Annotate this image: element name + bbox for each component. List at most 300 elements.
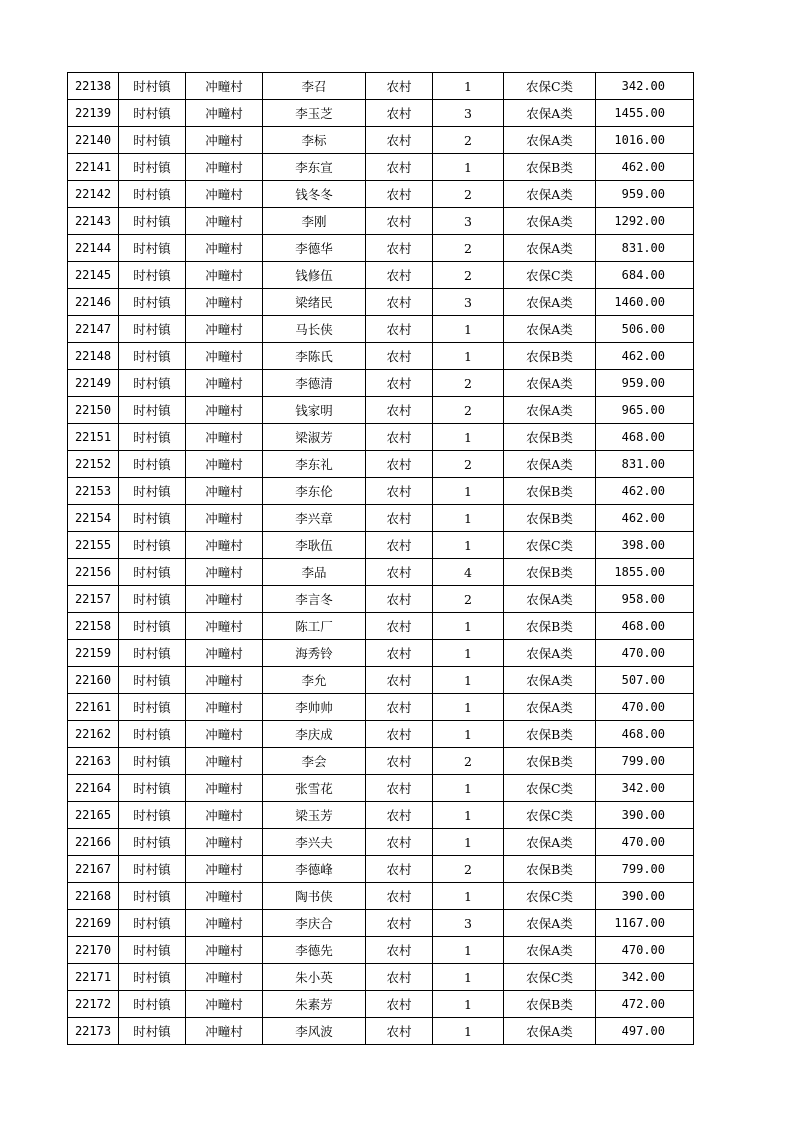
table-row <box>68 262 694 289</box>
amount-cell: 965.00 <box>596 397 694 424</box>
category-cell: 农保A类 <box>504 100 596 127</box>
village-cell: 冲疃村 <box>186 667 263 694</box>
town-cell: 时村镇 <box>119 802 186 829</box>
village-cell: 冲疃村 <box>186 775 263 802</box>
table-row <box>68 370 694 397</box>
village-cell: 冲疃村 <box>186 937 263 964</box>
amount-cell: 462.00 <box>596 505 694 532</box>
category-cell: 农保B类 <box>504 343 596 370</box>
household-size-cell: 3 <box>433 289 504 316</box>
household-size-cell: 1 <box>433 505 504 532</box>
table-row <box>68 181 694 208</box>
village-cell: 冲疃村 <box>186 154 263 181</box>
table-row <box>68 586 694 613</box>
village-cell: 冲疃村 <box>186 208 263 235</box>
category-cell: 农保C类 <box>504 532 596 559</box>
record-id-cell: 22172 <box>68 991 119 1018</box>
amount-cell: 959.00 <box>596 370 694 397</box>
village-cell: 冲疃村 <box>186 505 263 532</box>
category-cell: 农保A类 <box>504 640 596 667</box>
town-cell: 时村镇 <box>119 856 186 883</box>
table-row <box>68 829 694 856</box>
category-cell: 农保A类 <box>504 235 596 262</box>
amount-cell: 342.00 <box>596 775 694 802</box>
name-cell: 李兴夫 <box>263 829 366 856</box>
name-cell: 陶书侠 <box>263 883 366 910</box>
household-size-cell: 1 <box>433 640 504 667</box>
category-cell: 农保C类 <box>504 883 596 910</box>
amount-cell: 390.00 <box>596 802 694 829</box>
table-row <box>68 802 694 829</box>
town-cell: 时村镇 <box>119 559 186 586</box>
village-cell: 冲疃村 <box>186 424 263 451</box>
table-row <box>68 424 694 451</box>
household-size-cell: 1 <box>433 937 504 964</box>
name-cell: 李德先 <box>263 937 366 964</box>
name-cell: 李刚 <box>263 208 366 235</box>
town-cell: 时村镇 <box>119 181 186 208</box>
name-cell: 李东礼 <box>263 451 366 478</box>
area-type-cell: 农村 <box>366 802 433 829</box>
amount-cell: 1167.00 <box>596 910 694 937</box>
name-cell: 钱家明 <box>263 397 366 424</box>
household-size-cell: 1 <box>433 343 504 370</box>
area-type-cell: 农村 <box>366 748 433 775</box>
table-row <box>68 505 694 532</box>
amount-cell: 1855.00 <box>596 559 694 586</box>
village-cell: 冲疃村 <box>186 559 263 586</box>
area-type-cell: 农村 <box>366 721 433 748</box>
village-cell: 冲疃村 <box>186 613 263 640</box>
household-size-cell: 3 <box>433 100 504 127</box>
household-size-cell: 1 <box>433 667 504 694</box>
town-cell: 时村镇 <box>119 640 186 667</box>
record-id-cell: 22163 <box>68 748 119 775</box>
amount-cell: 462.00 <box>596 154 694 181</box>
name-cell: 李言冬 <box>263 586 366 613</box>
village-cell: 冲疃村 <box>186 856 263 883</box>
amount-cell: 799.00 <box>596 856 694 883</box>
town-cell: 时村镇 <box>119 667 186 694</box>
town-cell: 时村镇 <box>119 829 186 856</box>
name-cell: 钱修伍 <box>263 262 366 289</box>
amount-cell: 342.00 <box>596 73 694 100</box>
category-cell: 农保C类 <box>504 802 596 829</box>
record-id-cell: 22170 <box>68 937 119 964</box>
category-cell: 农保C类 <box>504 73 596 100</box>
name-cell: 李德清 <box>263 370 366 397</box>
category-cell: 农保A类 <box>504 181 596 208</box>
amount-cell: 958.00 <box>596 586 694 613</box>
record-id-cell: 22165 <box>68 802 119 829</box>
household-size-cell: 2 <box>433 397 504 424</box>
household-size-cell: 1 <box>433 73 504 100</box>
village-cell: 冲疃村 <box>186 586 263 613</box>
name-cell: 陈工厂 <box>263 613 366 640</box>
area-type-cell: 农村 <box>366 100 433 127</box>
record-id-cell: 22150 <box>68 397 119 424</box>
area-type-cell: 农村 <box>366 775 433 802</box>
name-cell: 李玉芝 <box>263 100 366 127</box>
amount-cell: 398.00 <box>596 532 694 559</box>
household-size-cell: 3 <box>433 910 504 937</box>
record-id-cell: 22160 <box>68 667 119 694</box>
household-size-cell: 2 <box>433 370 504 397</box>
town-cell: 时村镇 <box>119 748 186 775</box>
amount-cell: 959.00 <box>596 181 694 208</box>
category-cell: 农保B类 <box>504 478 596 505</box>
household-size-cell: 2 <box>433 856 504 883</box>
category-cell: 农保A类 <box>504 289 596 316</box>
table-row <box>68 937 694 964</box>
village-cell: 冲疃村 <box>186 181 263 208</box>
town-cell: 时村镇 <box>119 424 186 451</box>
town-cell: 时村镇 <box>119 316 186 343</box>
category-cell: 农保A类 <box>504 586 596 613</box>
town-cell: 时村镇 <box>119 586 186 613</box>
household-size-cell: 2 <box>433 262 504 289</box>
category-cell: 农保C类 <box>504 964 596 991</box>
record-id-cell: 22164 <box>68 775 119 802</box>
village-cell: 冲疃村 <box>186 802 263 829</box>
name-cell: 李召 <box>263 73 366 100</box>
table-row <box>68 73 694 100</box>
record-id-cell: 22147 <box>68 316 119 343</box>
town-cell: 时村镇 <box>119 883 186 910</box>
household-size-cell: 1 <box>433 532 504 559</box>
name-cell: 李东伦 <box>263 478 366 505</box>
record-id-cell: 22145 <box>68 262 119 289</box>
village-cell: 冲疃村 <box>186 262 263 289</box>
household-size-cell: 1 <box>433 883 504 910</box>
town-cell: 时村镇 <box>119 694 186 721</box>
table-row <box>68 883 694 910</box>
amount-cell: 1455.00 <box>596 100 694 127</box>
town-cell: 时村镇 <box>119 208 186 235</box>
town-cell: 时村镇 <box>119 451 186 478</box>
area-type-cell: 农村 <box>366 127 433 154</box>
table-row <box>68 640 694 667</box>
table-row <box>68 397 694 424</box>
category-cell: 农保A类 <box>504 694 596 721</box>
household-size-cell: 1 <box>433 613 504 640</box>
household-size-cell: 1 <box>433 802 504 829</box>
name-cell: 张雪花 <box>263 775 366 802</box>
record-id-cell: 22173 <box>68 1018 119 1045</box>
table-row <box>68 208 694 235</box>
category-cell: 农保B类 <box>504 559 596 586</box>
village-cell: 冲疃村 <box>186 721 263 748</box>
name-cell: 钱冬冬 <box>263 181 366 208</box>
name-cell: 李标 <box>263 127 366 154</box>
town-cell: 时村镇 <box>119 532 186 559</box>
household-size-cell: 2 <box>433 586 504 613</box>
village-cell: 冲疃村 <box>186 127 263 154</box>
amount-cell: 506.00 <box>596 316 694 343</box>
town-cell: 时村镇 <box>119 991 186 1018</box>
amount-cell: 462.00 <box>596 478 694 505</box>
town-cell: 时村镇 <box>119 235 186 262</box>
household-size-cell: 1 <box>433 775 504 802</box>
name-cell: 李风波 <box>263 1018 366 1045</box>
table-row <box>68 667 694 694</box>
area-type-cell: 农村 <box>366 937 433 964</box>
record-id-cell: 22146 <box>68 289 119 316</box>
record-id-cell: 22155 <box>68 532 119 559</box>
amount-cell: 470.00 <box>596 694 694 721</box>
area-type-cell: 农村 <box>366 208 433 235</box>
town-cell: 时村镇 <box>119 721 186 748</box>
household-size-cell: 4 <box>433 559 504 586</box>
name-cell: 海秀铃 <box>263 640 366 667</box>
village-cell: 冲疃村 <box>186 991 263 1018</box>
amount-cell: 390.00 <box>596 883 694 910</box>
town-cell: 时村镇 <box>119 478 186 505</box>
town-cell: 时村镇 <box>119 397 186 424</box>
amount-cell: 468.00 <box>596 721 694 748</box>
category-cell: 农保A类 <box>504 370 596 397</box>
amount-cell: 1292.00 <box>596 208 694 235</box>
village-cell: 冲疃村 <box>186 370 263 397</box>
amount-cell: 342.00 <box>596 964 694 991</box>
record-id-cell: 22144 <box>68 235 119 262</box>
name-cell: 梁绪民 <box>263 289 366 316</box>
name-cell: 李兴章 <box>263 505 366 532</box>
table-row <box>68 991 694 1018</box>
category-cell: 农保A类 <box>504 667 596 694</box>
table-row <box>68 451 694 478</box>
record-id-cell: 22168 <box>68 883 119 910</box>
area-type-cell: 农村 <box>366 451 433 478</box>
area-type-cell: 农村 <box>366 316 433 343</box>
record-id-cell: 22140 <box>68 127 119 154</box>
table-row <box>68 613 694 640</box>
amount-cell: 831.00 <box>596 235 694 262</box>
category-cell: 农保A类 <box>504 1018 596 1045</box>
record-id-cell: 22167 <box>68 856 119 883</box>
village-cell: 冲疃村 <box>186 532 263 559</box>
category-cell: 农保A类 <box>504 937 596 964</box>
household-size-cell: 3 <box>433 208 504 235</box>
amount-cell: 468.00 <box>596 613 694 640</box>
name-cell: 李德华 <box>263 235 366 262</box>
name-cell: 梁玉芳 <box>263 802 366 829</box>
village-cell: 冲疃村 <box>186 964 263 991</box>
town-cell: 时村镇 <box>119 343 186 370</box>
record-id-cell: 22162 <box>68 721 119 748</box>
area-type-cell: 农村 <box>366 910 433 937</box>
record-id-cell: 22159 <box>68 640 119 667</box>
town-cell: 时村镇 <box>119 964 186 991</box>
village-cell: 冲疃村 <box>186 397 263 424</box>
name-cell: 马长侠 <box>263 316 366 343</box>
area-type-cell: 农村 <box>366 343 433 370</box>
household-size-cell: 2 <box>433 127 504 154</box>
household-size-cell: 1 <box>433 424 504 451</box>
table-row <box>68 343 694 370</box>
village-cell: 冲疃村 <box>186 316 263 343</box>
area-type-cell: 农村 <box>366 829 433 856</box>
record-id-cell: 22161 <box>68 694 119 721</box>
table-row <box>68 100 694 127</box>
village-cell: 冲疃村 <box>186 694 263 721</box>
village-cell: 冲疃村 <box>186 478 263 505</box>
area-type-cell: 农村 <box>366 667 433 694</box>
village-cell: 冲疃村 <box>186 100 263 127</box>
amount-cell: 470.00 <box>596 937 694 964</box>
table-row <box>68 1018 694 1045</box>
amount-cell: 799.00 <box>596 748 694 775</box>
name-cell: 李帅帅 <box>263 694 366 721</box>
amount-cell: 507.00 <box>596 667 694 694</box>
area-type-cell: 农村 <box>366 856 433 883</box>
household-size-cell: 2 <box>433 235 504 262</box>
town-cell: 时村镇 <box>119 262 186 289</box>
name-cell: 梁淑芳 <box>263 424 366 451</box>
amount-cell: 497.00 <box>596 1018 694 1045</box>
household-size-cell: 1 <box>433 154 504 181</box>
area-type-cell: 农村 <box>366 181 433 208</box>
name-cell: 李陈氏 <box>263 343 366 370</box>
table-body <box>68 73 694 1045</box>
name-cell: 李会 <box>263 748 366 775</box>
category-cell: 农保A类 <box>504 829 596 856</box>
area-type-cell: 农村 <box>366 586 433 613</box>
household-size-cell: 1 <box>433 1018 504 1045</box>
category-cell: 农保B类 <box>504 991 596 1018</box>
town-cell: 时村镇 <box>119 127 186 154</box>
record-id-cell: 22158 <box>68 613 119 640</box>
table-row <box>68 532 694 559</box>
record-id-cell: 22148 <box>68 343 119 370</box>
record-id-cell: 22152 <box>68 451 119 478</box>
category-cell: 农保A类 <box>504 397 596 424</box>
record-id-cell: 22156 <box>68 559 119 586</box>
amount-cell: 472.00 <box>596 991 694 1018</box>
amount-cell: 684.00 <box>596 262 694 289</box>
name-cell: 李品 <box>263 559 366 586</box>
town-cell: 时村镇 <box>119 1018 186 1045</box>
household-size-cell: 1 <box>433 829 504 856</box>
record-id-cell: 22153 <box>68 478 119 505</box>
area-type-cell: 农村 <box>366 478 433 505</box>
record-id-cell: 22166 <box>68 829 119 856</box>
category-cell: 农保C类 <box>504 262 596 289</box>
record-id-cell: 22138 <box>68 73 119 100</box>
relief-roster-table <box>67 72 694 1045</box>
area-type-cell: 农村 <box>366 1018 433 1045</box>
record-id-cell: 22169 <box>68 910 119 937</box>
household-size-cell: 1 <box>433 694 504 721</box>
town-cell: 时村镇 <box>119 100 186 127</box>
table-row <box>68 910 694 937</box>
table-row <box>68 289 694 316</box>
area-type-cell: 农村 <box>366 532 433 559</box>
village-cell: 冲疃村 <box>186 73 263 100</box>
village-cell: 冲疃村 <box>186 883 263 910</box>
town-cell: 时村镇 <box>119 910 186 937</box>
table-row <box>68 559 694 586</box>
category-cell: 农保A类 <box>504 208 596 235</box>
town-cell: 时村镇 <box>119 775 186 802</box>
name-cell: 李允 <box>263 667 366 694</box>
town-cell: 时村镇 <box>119 937 186 964</box>
household-size-cell: 1 <box>433 316 504 343</box>
table-row <box>68 154 694 181</box>
category-cell: 农保B类 <box>504 613 596 640</box>
category-cell: 农保B类 <box>504 748 596 775</box>
village-cell: 冲疃村 <box>186 640 263 667</box>
town-cell: 时村镇 <box>119 154 186 181</box>
table-row <box>68 775 694 802</box>
area-type-cell: 农村 <box>366 505 433 532</box>
village-cell: 冲疃村 <box>186 451 263 478</box>
town-cell: 时村镇 <box>119 613 186 640</box>
table-row <box>68 748 694 775</box>
household-size-cell: 2 <box>433 451 504 478</box>
table-row <box>68 235 694 262</box>
area-type-cell: 农村 <box>366 235 433 262</box>
record-id-cell: 22142 <box>68 181 119 208</box>
amount-cell: 1460.00 <box>596 289 694 316</box>
record-id-cell: 22154 <box>68 505 119 532</box>
town-cell: 时村镇 <box>119 73 186 100</box>
table-row <box>68 316 694 343</box>
village-cell: 冲疃村 <box>186 289 263 316</box>
area-type-cell: 农村 <box>366 154 433 181</box>
category-cell: 农保A类 <box>504 451 596 478</box>
town-cell: 时村镇 <box>119 370 186 397</box>
village-cell: 冲疃村 <box>186 829 263 856</box>
category-cell: 农保A类 <box>504 316 596 343</box>
category-cell: 农保A类 <box>504 127 596 154</box>
area-type-cell: 农村 <box>366 370 433 397</box>
category-cell: 农保B类 <box>504 505 596 532</box>
name-cell: 李东宣 <box>263 154 366 181</box>
name-cell: 李庆合 <box>263 910 366 937</box>
category-cell: 农保B类 <box>504 721 596 748</box>
record-id-cell: 22143 <box>68 208 119 235</box>
table-row <box>68 127 694 154</box>
household-size-cell: 1 <box>433 991 504 1018</box>
area-type-cell: 农村 <box>366 613 433 640</box>
category-cell: 农保B类 <box>504 856 596 883</box>
table-row <box>68 721 694 748</box>
household-size-cell: 2 <box>433 748 504 775</box>
record-id-cell: 22141 <box>68 154 119 181</box>
town-cell: 时村镇 <box>119 505 186 532</box>
record-id-cell: 22151 <box>68 424 119 451</box>
village-cell: 冲疃村 <box>186 1018 263 1045</box>
name-cell: 李德峰 <box>263 856 366 883</box>
household-size-cell: 1 <box>433 964 504 991</box>
amount-cell: 470.00 <box>596 640 694 667</box>
village-cell: 冲疃村 <box>186 343 263 370</box>
table-row <box>68 694 694 721</box>
area-type-cell: 农村 <box>366 262 433 289</box>
town-cell: 时村镇 <box>119 289 186 316</box>
table-row <box>68 478 694 505</box>
name-cell: 朱小英 <box>263 964 366 991</box>
amount-cell: 831.00 <box>596 451 694 478</box>
household-size-cell: 1 <box>433 721 504 748</box>
category-cell: 农保B类 <box>504 154 596 181</box>
area-type-cell: 农村 <box>366 289 433 316</box>
record-id-cell: 22157 <box>68 586 119 613</box>
category-cell: 农保B类 <box>504 424 596 451</box>
record-id-cell: 22139 <box>68 100 119 127</box>
category-cell: 农保A类 <box>504 910 596 937</box>
